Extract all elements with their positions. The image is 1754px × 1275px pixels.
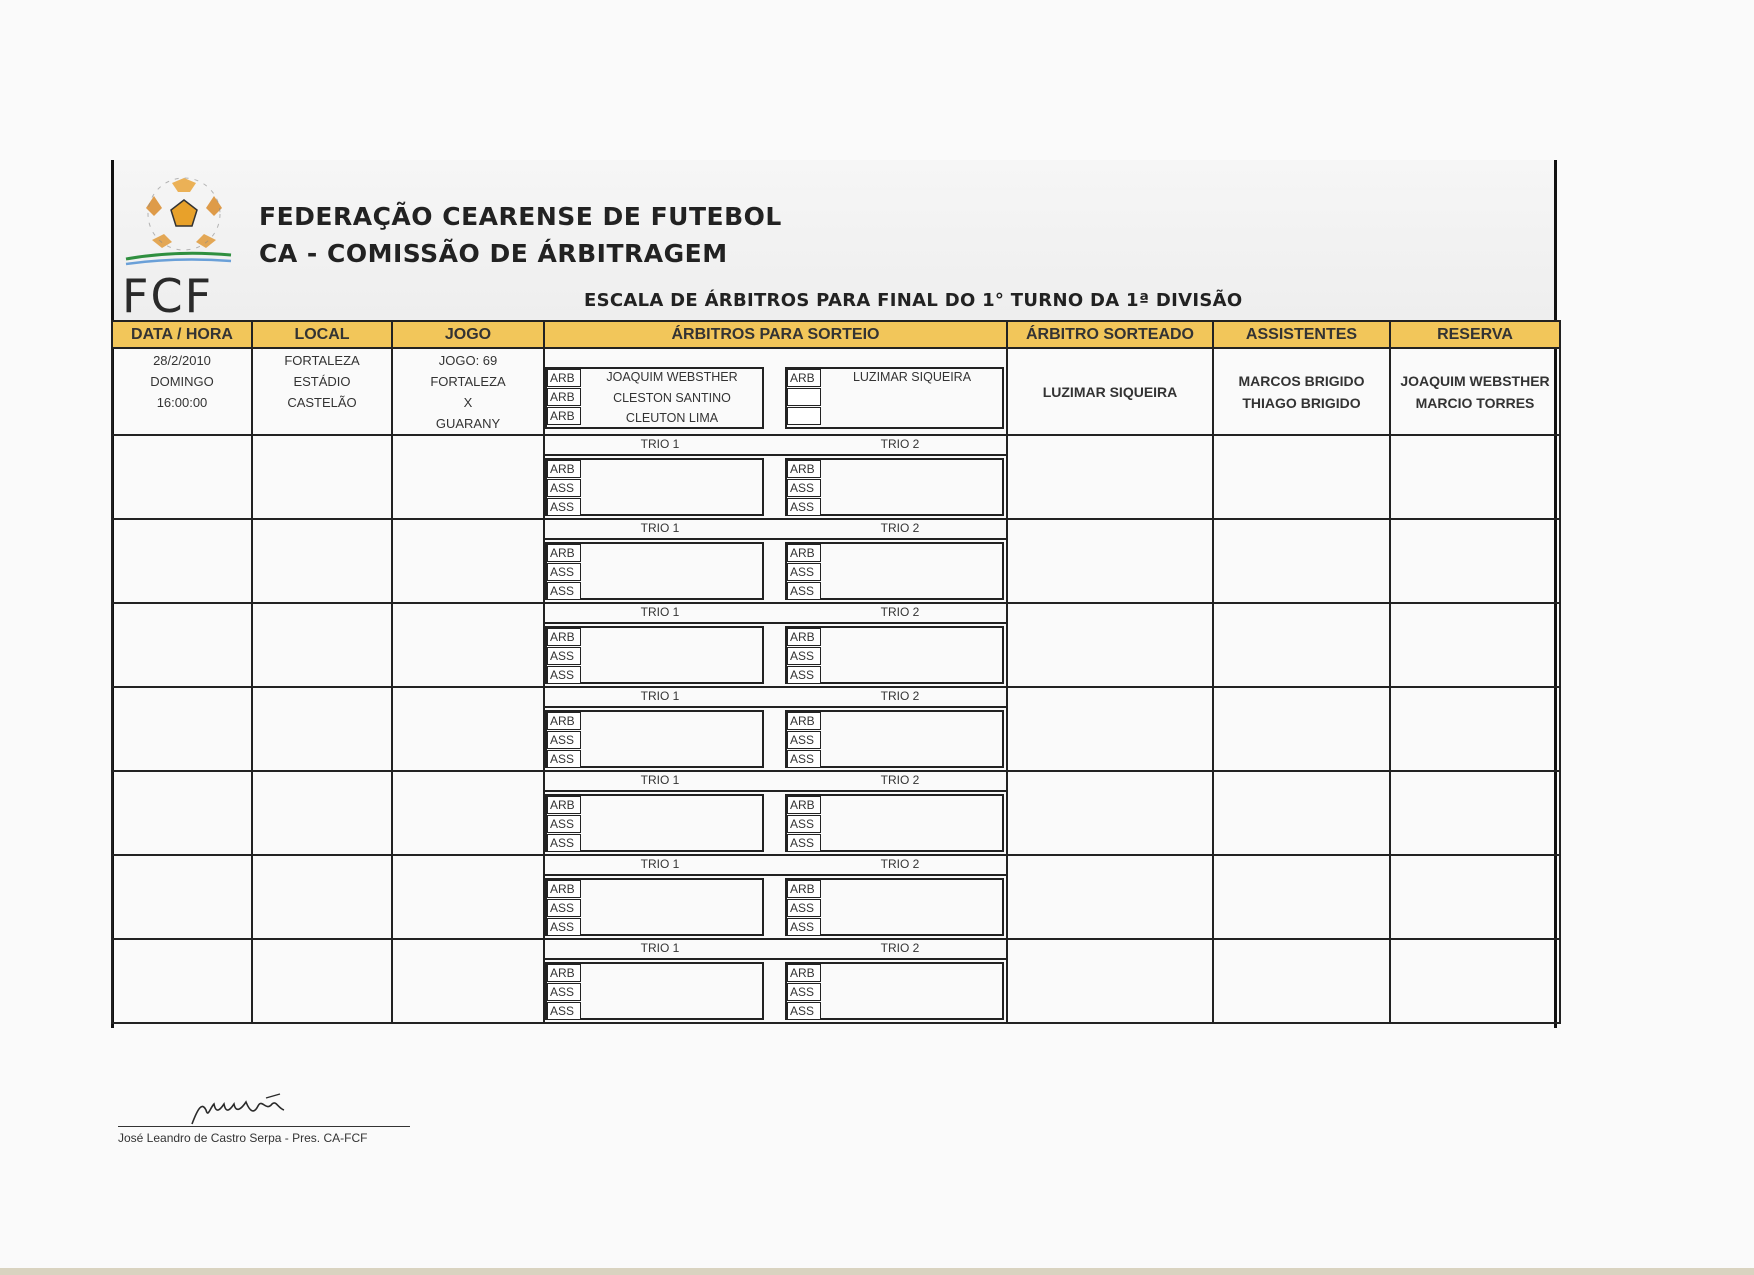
jogo-cell — [392, 348, 544, 435]
empty-assistentes-cell — [1213, 939, 1390, 1023]
role-label: ASS — [547, 834, 581, 852]
role-label: ARB — [547, 407, 581, 425]
trio-divider — [545, 790, 1006, 792]
empty-date-cell — [112, 939, 252, 1023]
signature-line — [118, 1126, 410, 1127]
role-label: ASS — [787, 563, 821, 581]
role-label: ARB — [547, 388, 581, 406]
candidate-name: CLEUTON LIMA — [625, 411, 719, 425]
col-reserva: RESERVA — [1390, 321, 1560, 348]
trio-1-label: TRIO 1 — [640, 521, 680, 535]
empty-reserva-cell — [1390, 603, 1560, 687]
reserve-name: JOAQUIM WEBSTHER — [1400, 372, 1550, 389]
versus: X — [463, 395, 473, 410]
role-label: ASS — [787, 918, 821, 936]
role-label-blank — [787, 388, 821, 406]
col-arbitros-sorteio: ÁRBITROS PARA SORTEIO — [544, 321, 1007, 348]
role-label: ASS — [547, 563, 581, 581]
role-label: ARB — [547, 369, 581, 387]
trio-2-label: TRIO 2 — [880, 857, 920, 871]
table-row-empty — [112, 771, 1560, 855]
trio-2-box — [785, 542, 1004, 600]
empty-assistentes-cell — [1213, 435, 1390, 519]
empty-date-cell — [112, 771, 252, 855]
role-label: ASS — [787, 750, 821, 768]
empty-date-cell — [112, 855, 252, 939]
sorteado-name: LUZIMAR SIQUEIRA — [1042, 383, 1178, 400]
trio-divider — [545, 538, 1006, 540]
empty-local-cell — [252, 603, 392, 687]
empty-reserva-cell — [1390, 771, 1560, 855]
role-label: ASS — [787, 983, 821, 1001]
trio-2-box — [785, 878, 1004, 936]
role-label: ARB — [787, 628, 821, 646]
empty-date-cell — [112, 603, 252, 687]
empty-jogo-cell — [392, 603, 544, 687]
assistant-name: THIAGO BRIGIDO — [1242, 394, 1361, 411]
role-label: ARB — [547, 964, 581, 982]
role-label: ASS — [787, 834, 821, 852]
signatory-name: José Leandro de Castro Serpa - Pres. CA-FCF — [118, 1131, 368, 1145]
sorteio-cell — [544, 855, 1007, 939]
empty-local-cell — [252, 771, 392, 855]
assistentes-cell — [1213, 348, 1390, 435]
sorteio-cell — [544, 771, 1007, 855]
empty-date-cell — [112, 687, 252, 771]
empty-assistentes-cell — [1213, 519, 1390, 603]
sorteio-cell — [544, 519, 1007, 603]
header-row — [112, 321, 1560, 348]
sorteio-cell — [544, 939, 1007, 1023]
reserva-cell — [1390, 348, 1560, 435]
away-team: GUARANY — [435, 416, 501, 431]
sorteado-cell — [1007, 348, 1213, 435]
trio-2-label: TRIO 2 — [880, 437, 920, 451]
table-row-game — [112, 348, 1560, 435]
role-label-blank — [787, 407, 821, 425]
trio-divider — [545, 706, 1006, 708]
table-row-empty — [112, 435, 1560, 519]
trio-1-box — [545, 794, 764, 852]
sorteio-cell — [544, 687, 1007, 771]
trio-2-label: TRIO 2 — [880, 941, 920, 955]
empty-assistentes-cell — [1213, 771, 1390, 855]
role-label: ASS — [547, 582, 581, 600]
role-label: ASS — [787, 666, 821, 684]
role-label: ASS — [787, 815, 821, 833]
game-date: 28/2/2010 — [153, 353, 211, 368]
trio-2-label: TRIO 2 — [880, 689, 920, 703]
trio-divider — [545, 874, 1006, 876]
role-label: ARB — [547, 880, 581, 898]
role-label: ASS — [787, 582, 821, 600]
trio-1-box — [545, 542, 764, 600]
trio-2-box — [785, 458, 1004, 516]
venue-name: CASTELÃO — [287, 395, 357, 410]
role-label: ARB — [787, 964, 821, 982]
role-label: ARB — [547, 544, 581, 562]
trio-1-label: TRIO 1 — [640, 605, 680, 619]
trio-2-label: TRIO 2 — [880, 521, 920, 535]
empty-local-cell — [252, 435, 392, 519]
game-city: FORTALEZA — [284, 353, 360, 368]
col-arbitro-sorteado: ÁRBITRO SORTEADO — [1007, 321, 1213, 348]
trio-1-label: TRIO 1 — [640, 437, 680, 451]
candidates-left-box — [545, 367, 764, 429]
role-label: ASS — [787, 479, 821, 497]
date-cell — [112, 348, 252, 435]
game-weekday: DOMINGO — [150, 374, 214, 389]
home-team: FORTALEZA — [430, 374, 506, 389]
role-label: ASS — [787, 647, 821, 665]
empty-jogo-cell — [392, 855, 544, 939]
role-label: ASS — [547, 479, 581, 497]
role-label: ARB — [547, 796, 581, 814]
trio-2-box — [785, 626, 1004, 684]
empty-sorteado-cell — [1007, 855, 1213, 939]
sorteio-cell — [544, 603, 1007, 687]
table-row-empty — [112, 855, 1560, 939]
document-title: ESCALA DE ÁRBITROS PARA FINAL DO 1° TURNO DA 1ª DIVISÃO — [584, 290, 1243, 311]
logo-text: FCF — [122, 269, 214, 318]
empty-reserva-cell — [1390, 687, 1560, 771]
empty-local-cell — [252, 519, 392, 603]
empty-assistentes-cell — [1213, 855, 1390, 939]
col-assistentes: ASSISTENTES — [1213, 321, 1390, 348]
col-data-hora: DATA / HORA — [112, 321, 252, 348]
role-label: ASS — [787, 498, 821, 516]
trio-1-box — [545, 626, 764, 684]
reserve-name: MARCIO TORRES — [1415, 394, 1535, 411]
empty-date-cell — [112, 519, 252, 603]
venue-type: ESTÁDIO — [293, 374, 351, 389]
candidates-right-box — [785, 367, 1004, 429]
empty-reserva-cell — [1390, 519, 1560, 603]
empty-assistentes-cell — [1213, 687, 1390, 771]
empty-local-cell — [252, 855, 392, 939]
candidate-name: LUZIMAR SIQUEIRA — [852, 370, 972, 384]
game-number: JOGO: 69 — [438, 353, 498, 368]
role-label: ARB — [547, 712, 581, 730]
empty-jogo-cell — [392, 435, 544, 519]
trio-2-label: TRIO 2 — [880, 773, 920, 787]
empty-sorteado-cell — [1007, 939, 1213, 1023]
table-row-empty — [112, 603, 1560, 687]
role-label: ASS — [547, 750, 581, 768]
trio-1-label: TRIO 1 — [640, 857, 680, 871]
col-local: LOCAL — [252, 321, 392, 348]
assistant-name: MARCOS BRIGIDO — [1238, 372, 1365, 389]
role-label: ASS — [547, 983, 581, 1001]
referee-schedule-table — [111, 320, 1561, 1024]
trio-1-box — [545, 962, 764, 1020]
role-label: ASS — [787, 899, 821, 917]
empty-assistentes-cell — [1213, 603, 1390, 687]
empty-sorteado-cell — [1007, 435, 1213, 519]
table-row-empty — [112, 519, 1560, 603]
trio-2-box — [785, 962, 1004, 1020]
trio-1-box — [545, 458, 764, 516]
empty-jogo-cell — [392, 519, 544, 603]
role-label: ASS — [547, 918, 581, 936]
role-label: ARB — [787, 369, 821, 387]
role-label: ASS — [547, 647, 581, 665]
trio-1-label: TRIO 1 — [640, 773, 680, 787]
sorteio-cell — [544, 435, 1007, 519]
col-jogo: JOGO — [392, 321, 544, 348]
trio-divider — [545, 454, 1006, 456]
trio-1-box — [545, 710, 764, 768]
game-time: 16:00:00 — [156, 395, 208, 410]
empty-jogo-cell — [392, 771, 544, 855]
role-label: ASS — [547, 815, 581, 833]
table-row-empty — [112, 939, 1560, 1023]
role-label: ARB — [787, 544, 821, 562]
trio-2-label: TRIO 2 — [880, 605, 920, 619]
role-label: ASS — [547, 731, 581, 749]
sorteio-cell — [544, 348, 1007, 435]
commission-name: CA - COMISSÃO DE ÁRBITRAGEM — [259, 239, 728, 268]
role-label: ASS — [787, 1002, 821, 1020]
trio-1-label: TRIO 1 — [640, 941, 680, 955]
trio-2-box — [785, 794, 1004, 852]
empty-reserva-cell — [1390, 939, 1560, 1023]
empty-jogo-cell — [392, 687, 544, 771]
table-row-empty — [112, 687, 1560, 771]
empty-reserva-cell — [1390, 855, 1560, 939]
role-label: ARB — [547, 460, 581, 478]
federation-name: FEDERAÇÃO CEARENSE DE FUTEBOL — [259, 202, 782, 231]
local-cell — [252, 348, 392, 435]
empty-reserva-cell — [1390, 435, 1560, 519]
trio-divider — [545, 622, 1006, 624]
empty-local-cell — [252, 687, 392, 771]
scan-edge — [0, 1268, 1754, 1275]
role-label: ASS — [547, 899, 581, 917]
role-label: ARB — [787, 796, 821, 814]
empty-sorteado-cell — [1007, 771, 1213, 855]
role-label: ARB — [787, 880, 821, 898]
empty-sorteado-cell — [1007, 687, 1213, 771]
empty-sorteado-cell — [1007, 603, 1213, 687]
empty-date-cell — [112, 435, 252, 519]
role-label: ARB — [787, 712, 821, 730]
role-label: ASS — [547, 1002, 581, 1020]
empty-jogo-cell — [392, 939, 544, 1023]
role-label: ARB — [547, 628, 581, 646]
candidate-name: JOAQUIM WEBSTHER — [606, 370, 738, 384]
role-label: ARB — [787, 460, 821, 478]
trio-2-box — [785, 710, 1004, 768]
role-label: ASS — [547, 666, 581, 684]
trio-divider — [545, 958, 1006, 960]
trio-1-box — [545, 878, 764, 936]
role-label: ASS — [547, 498, 581, 516]
role-label: ASS — [787, 731, 821, 749]
empty-sorteado-cell — [1007, 519, 1213, 603]
candidate-name: CLESTON SANTINO — [613, 391, 731, 405]
signature — [180, 1088, 310, 1128]
empty-local-cell — [252, 939, 392, 1023]
trio-1-label: TRIO 1 — [640, 689, 680, 703]
